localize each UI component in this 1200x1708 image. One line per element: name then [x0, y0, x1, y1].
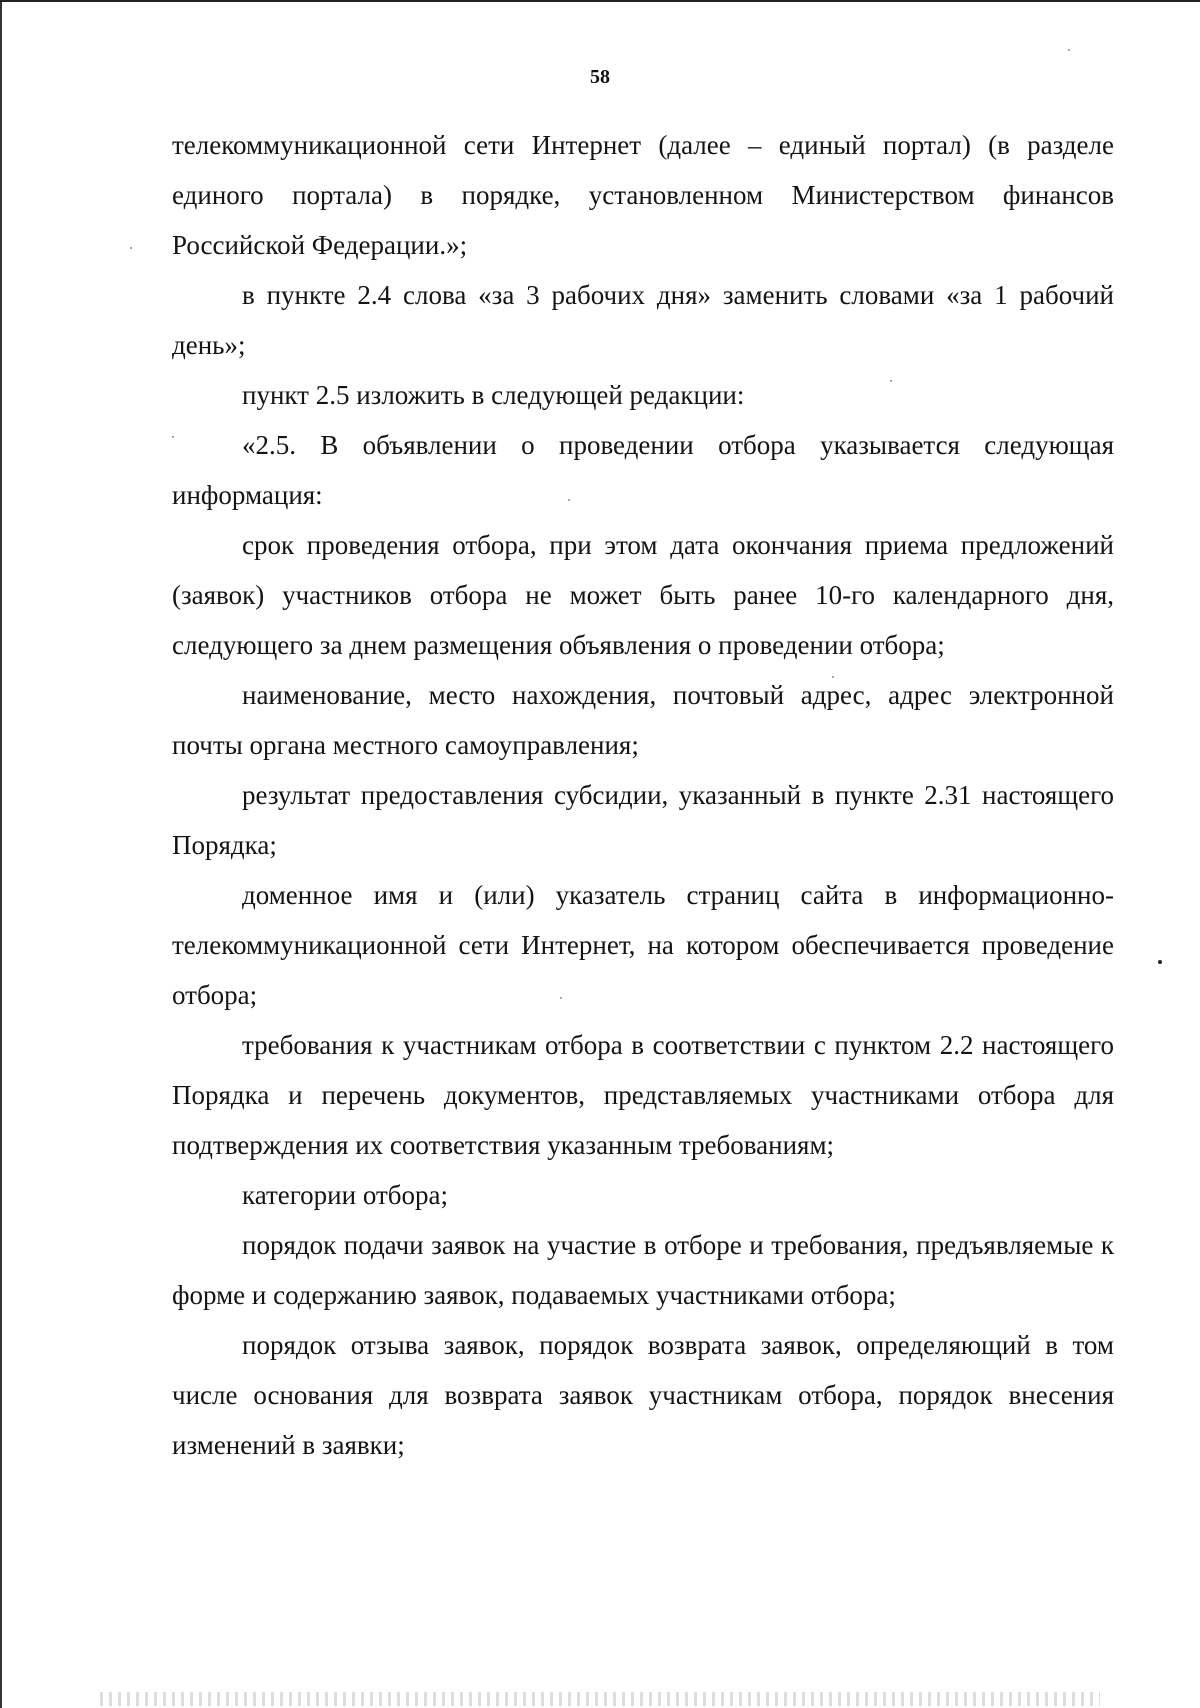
paragraph-3: пункт 2.5 изложить в следующей редакции:: [242, 380, 745, 410]
scan-speck: [130, 247, 132, 249]
scan-speck: [560, 997, 562, 999]
page-left-edge: [0, 2, 2, 1708]
scan-speck: [832, 676, 834, 678]
scan-speck: [1068, 49, 1070, 51]
paragraph-1: телекоммуникационной сети Интернет (далее – единый портал) (в разделе единого портала) в порядке, установленном Министерством финансов Российской Федерации.»;: [172, 130, 1114, 260]
paragraph-12: порядок отзыва заявок, порядок возврата заявок, определяющий в том числе основания для возврата заявок участникам отбора, порядок внесения изменений в заявки;: [172, 1330, 1114, 1460]
document-body: [172, 120, 1114, 1470]
paragraph-5: срок проведения отбора, при этом дата окончания приема предложений (заявок) участников отбора не может быть ранее 10-го календарного дня, следующего за днем размещения объявления о проведении отбора;: [172, 530, 1114, 660]
scan-speck: [172, 436, 174, 438]
scan-speck: [568, 499, 570, 501]
paragraph-10: категории отбора;: [242, 1180, 448, 1210]
scan-speck: [890, 380, 892, 382]
scan-bottom-smudge: [100, 1692, 1100, 1706]
paragraph-2: в пункте 2.4 слова «за 3 рабочих дня» заменить словами «за 1 рабочий день»;: [172, 280, 1114, 360]
paragraph-6: наименование, место нахождения, почтовый адрес, адрес электронной почты органа местного самоуправления;: [172, 680, 1114, 760]
paragraph-11: порядок подачи заявок на участие в отборе и требования, предъявляемые к форме и содержанию заявок, подаваемых участниками отбора;: [172, 1230, 1114, 1310]
paragraph-4: «2.5. В объявлении о проведении отбора указывается следующая информация:: [172, 430, 1114, 510]
page-number: 58: [590, 66, 610, 88]
scan-speck: [1158, 960, 1162, 964]
paragraph-9: требования к участникам отбора в соответствии с пунктом 2.2 настоящего Порядка и перечень документов, представляемых участниками отбора для подтверждения их соответствия указанным требованиям;: [172, 1030, 1114, 1160]
paragraph-7: результат предоставления субсидии, указанный в пункте 2.31 настоящего Порядка;: [172, 780, 1114, 860]
paragraph-8: доменное имя и (или) указатель страниц сайта в информационно-телекоммуникационной сети Интернет, на котором обеспечивается проведение отбора;: [172, 880, 1114, 1010]
